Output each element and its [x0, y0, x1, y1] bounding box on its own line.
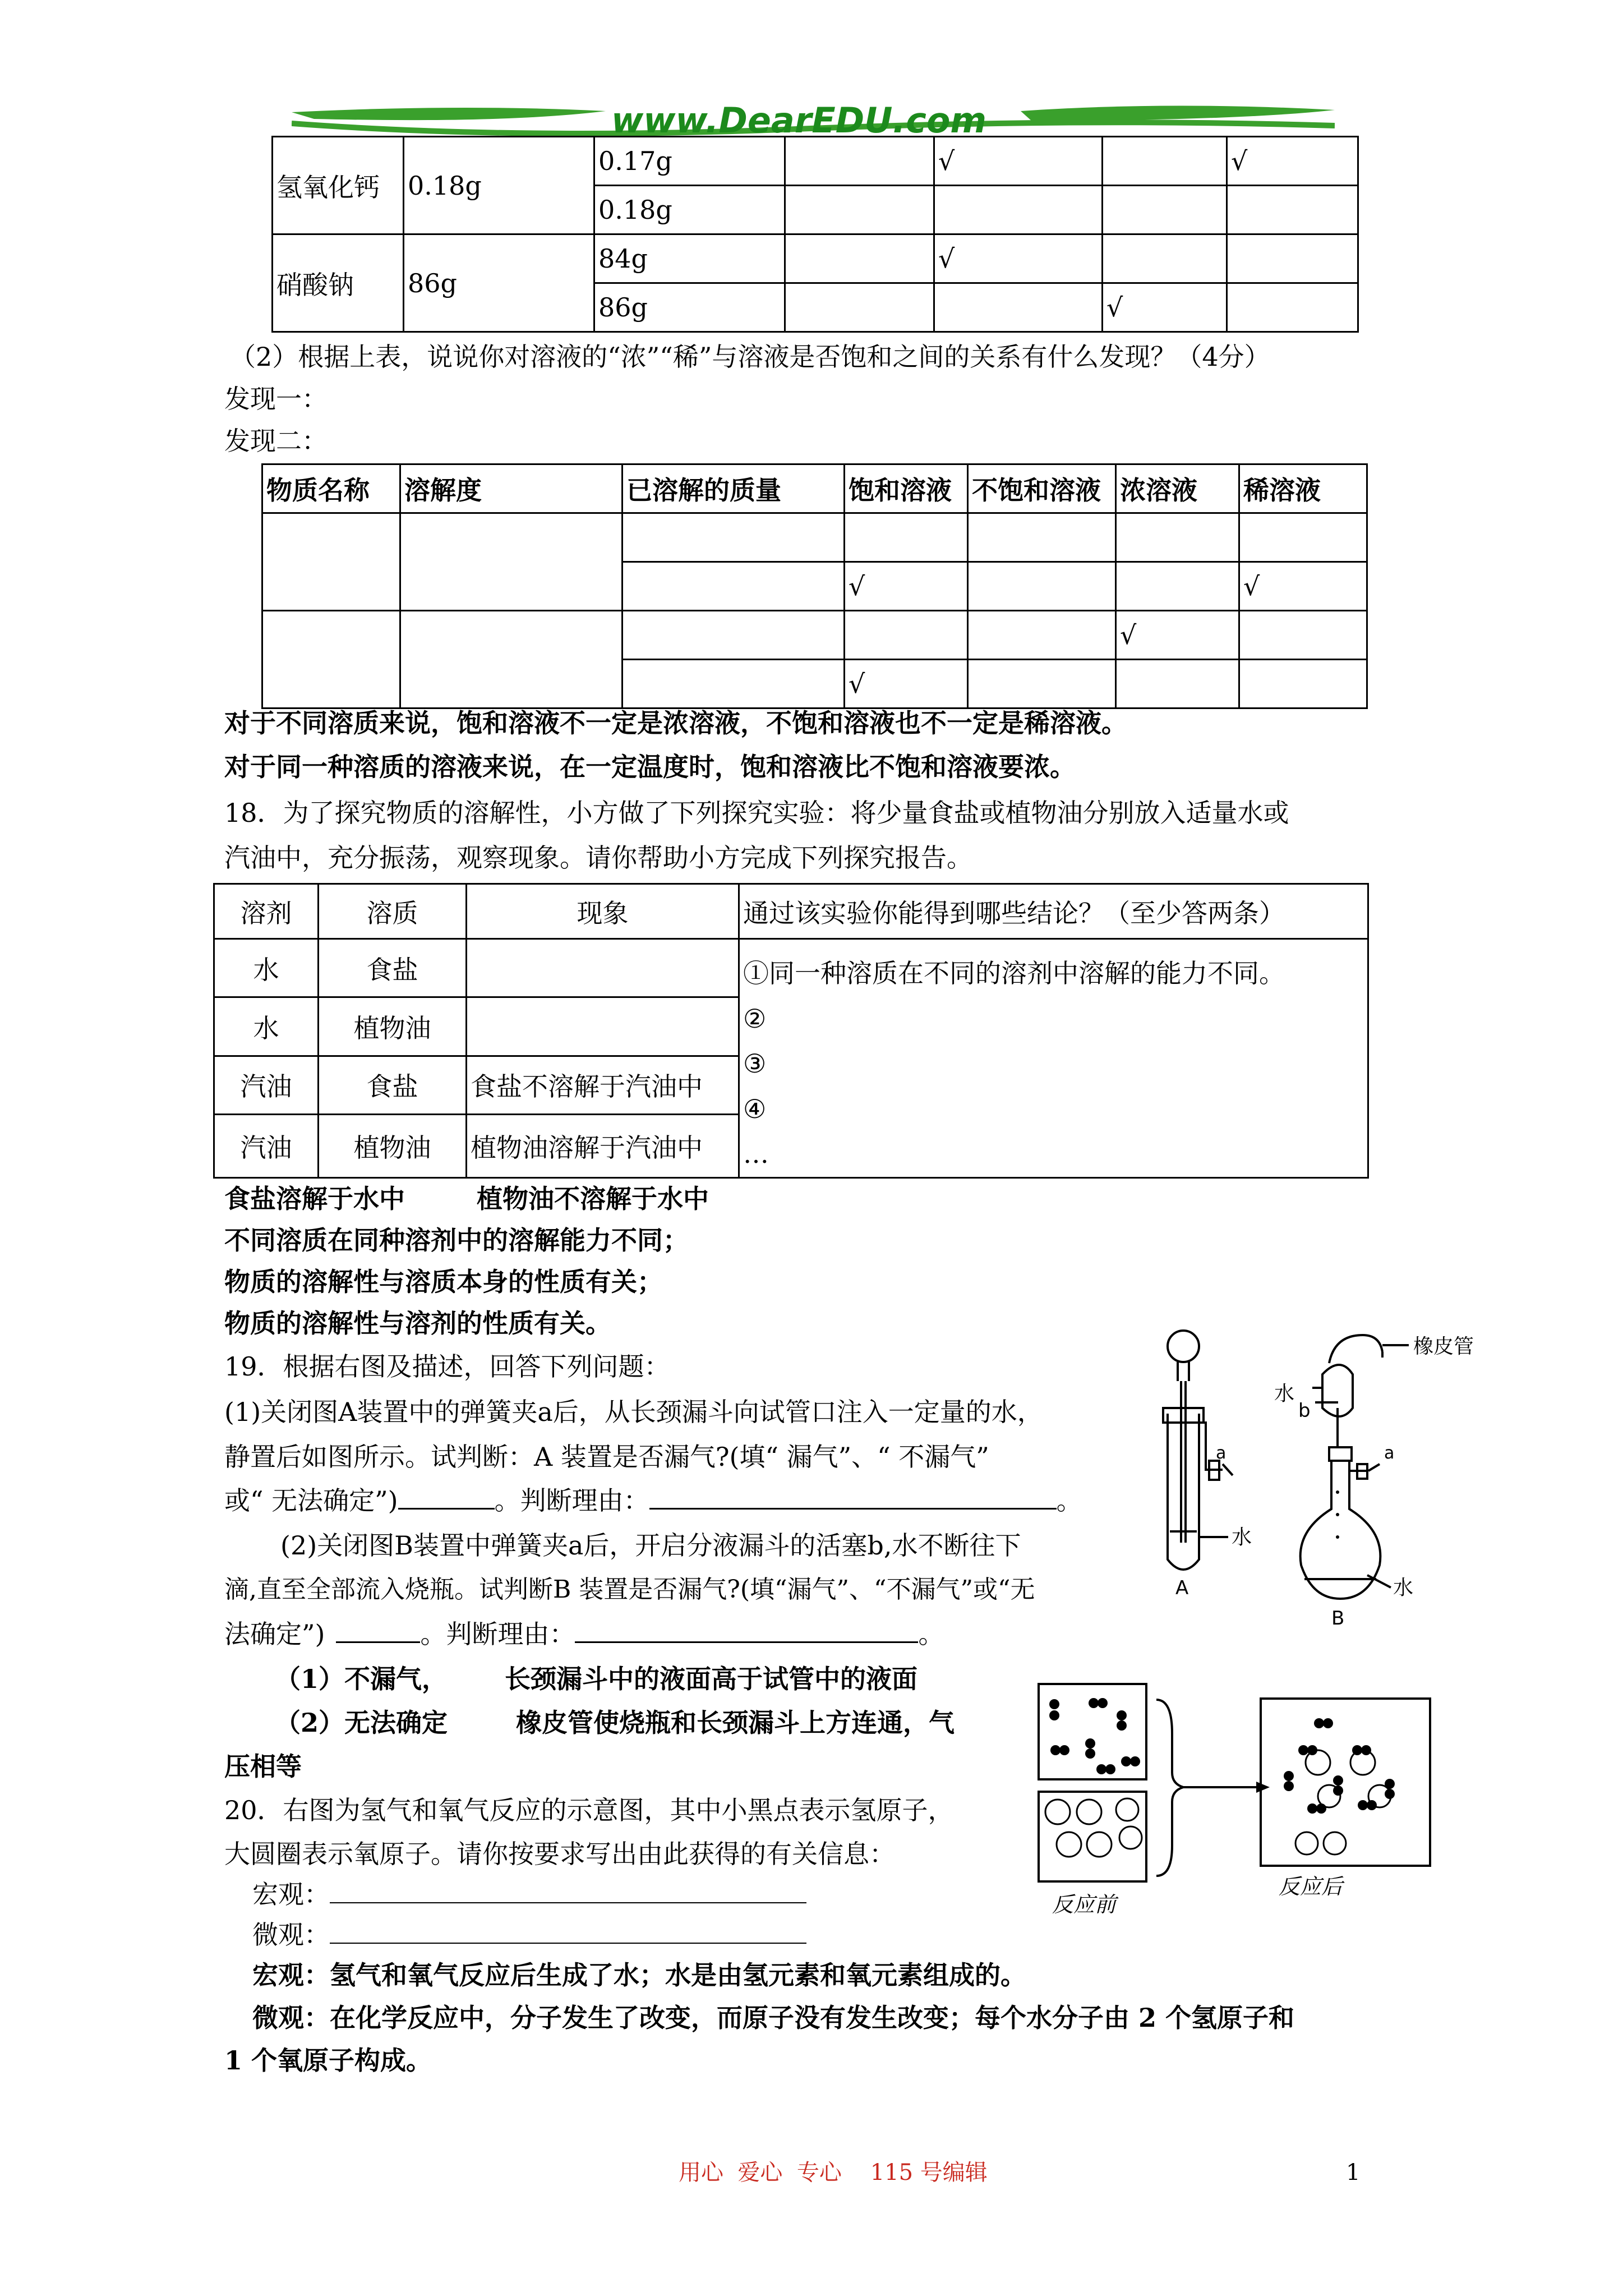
table1-cell: √ — [1103, 283, 1227, 332]
solution-table-1 — [271, 136, 1359, 333]
table1-cell — [785, 137, 934, 186]
table1-cell — [1227, 186, 1358, 234]
label-before: 反应前 — [1052, 1892, 1117, 1917]
q18-solute: 植物油 — [319, 997, 467, 1056]
q19-answer-blank-2[interactable] — [336, 1641, 420, 1643]
q18-answer-e: 物质的溶解性与溶剂的性质有关。 — [224, 1308, 611, 1338]
table1-name: 硝酸钠 — [273, 234, 404, 332]
q19-p2-l3 — [224, 1617, 944, 1651]
q19-p2-l1: (2)关闭图B装置中弹簧夹a后，开启分液漏斗的活塞b,水不断往下 — [280, 1530, 1021, 1561]
table2-cell — [623, 660, 845, 708]
q19-reason-blank-2[interactable] — [575, 1641, 918, 1643]
label-after: 反应后 — [1279, 1874, 1343, 1899]
solution-table-2 — [261, 463, 1368, 709]
q19-p2-l3-text: 。 — [918, 1619, 944, 1649]
table2-cell — [400, 513, 623, 611]
table1-dissolved: 0.17g — [594, 137, 785, 186]
q19-p2-l3-text: 。判断理由： — [420, 1619, 575, 1649]
q19-p1-l1: (1)关闭图A装置中的弹簧夹a后，从长颈漏斗向试管口注入一定量的水， — [224, 1397, 1043, 1427]
table1-dissolved: 84g — [594, 234, 785, 283]
table1-cell — [785, 234, 934, 283]
q18-conclusion: ③ — [743, 1048, 767, 1079]
label-water-b-top: 水 — [1274, 1382, 1295, 1405]
table1-cell — [785, 283, 934, 332]
q20-answer-micro-1: 微观：在化学反应中，分子发生了改变，而原子没有发生改变；每个水分子由 2 个氢原子和 — [252, 2003, 1295, 2033]
table2-cell — [262, 611, 400, 708]
table1-name: 氢氧化钙 — [273, 137, 404, 234]
table2-cell — [1239, 611, 1367, 660]
q20-answer-macro: 宏观：氢气和氧气反应后生成了水；水是由氢元素和氧元素组成的。 — [252, 1960, 1026, 1990]
table1-cell — [934, 186, 1103, 234]
table1-cell — [785, 186, 934, 234]
table2-cell: √ — [845, 660, 968, 708]
label-B: B — [1331, 1607, 1345, 1630]
q18-conclusions — [739, 939, 1368, 1178]
q18-header: 现象 — [467, 884, 739, 939]
label-rubber-tube: 橡皮管 — [1413, 1335, 1474, 1358]
q19-answer-blank-1[interactable] — [398, 1508, 495, 1510]
footer-text: 用心 爱心 专心 115 号编辑 — [679, 2160, 988, 2185]
q19-p1-l2: 静置后如图所示。试判断：A 装置是否漏气?(填“ 漏气”、“ 不漏气” — [224, 1442, 989, 1472]
q17-find2: 发现二： — [224, 426, 328, 456]
table1-cell: √ — [934, 137, 1103, 186]
site-title: www.DearEDU.com — [611, 100, 987, 141]
q18-header: 溶质 — [319, 884, 467, 939]
q17-answer-2: 对于同一种溶质的溶液来说，在一定温度时，饱和溶液比不饱和溶液要浓。 — [224, 752, 1076, 782]
q18-solvent: 水 — [214, 939, 319, 997]
q19-title: 19．根据右图及描述，回答下列问题： — [224, 1351, 670, 1382]
q18-conclusion: ①同一种溶质在不同的溶剂中溶解的能力不同。 — [743, 958, 1285, 988]
q19-p1-l3-text: 。 — [1056, 1485, 1082, 1516]
table1-dissolved: 86g — [594, 283, 785, 332]
page-number: 1 — [1346, 2160, 1361, 2185]
q20-line2: 大圆圈表示氧原子。请你按要求写出由此获得的有关信息： — [224, 1839, 895, 1869]
table2-cell — [623, 513, 845, 562]
q18-phenomenon: 食盐不溶解于汽油中 — [467, 1056, 739, 1114]
q19-answer-1a: （1）不漏气， — [275, 1664, 448, 1694]
table2-cell — [845, 513, 968, 562]
q19-p1-l3-text: 或“ 无法确定”) — [224, 1485, 398, 1516]
q19-p2-l2: 滴,直至全部流入烧瓶。试判断B 装置是否漏气?(填“漏气”、“不漏气”或“无 — [224, 1575, 1035, 1604]
q19-p2-l3-text: 法确定”) — [224, 1619, 325, 1649]
table2-cell — [968, 513, 1116, 562]
q18-header: 通过该实验你能得到哪些结论？（至少答两条） — [739, 884, 1368, 939]
q18-conclusion: ④ — [743, 1093, 767, 1124]
table2-cell: √ — [1116, 611, 1239, 660]
label-A: A — [1175, 1577, 1189, 1599]
table2-header: 物质名称 — [262, 464, 400, 513]
table2-header: 稀溶液 — [1239, 464, 1367, 513]
q19-answer-1b: 长颈漏斗中的液面高于试管中的液面 — [505, 1664, 917, 1694]
table1-cell — [1103, 186, 1227, 234]
table1-dissolved: 0.18g — [594, 186, 785, 234]
table1-cell — [934, 283, 1103, 332]
q18-conclusion: ② — [743, 1003, 767, 1034]
q18-table — [213, 883, 1369, 1179]
table1-cell: √ — [934, 234, 1103, 283]
q18-answer-d: 物质的溶解性与溶质本身的性质有关； — [224, 1267, 663, 1297]
q20-macro-blank[interactable] — [330, 1902, 806, 1903]
q18-phenomenon: 植物油溶解于汽油中 — [467, 1114, 739, 1177]
q20-micro-text: 微观： — [252, 1920, 330, 1950]
q18-conclusion: … — [743, 1139, 769, 1169]
table2-header: 溶解度 — [400, 464, 623, 513]
table2-cell — [623, 562, 845, 611]
q18-header: 溶剂 — [214, 884, 319, 939]
label-water-B: 水 — [1393, 1576, 1414, 1599]
table2-cell — [845, 611, 968, 660]
table2-cell — [1239, 513, 1367, 562]
q20-micro-blank[interactable] — [330, 1943, 806, 1944]
table2-cell: √ — [845, 562, 968, 611]
label-a-B: a — [1384, 1443, 1395, 1463]
q17-part2: （2）根据上表，说说你对溶液的“浓”“稀”与溶液是否饱和之间的关系有什么发现？（4分） — [230, 342, 1270, 372]
table2-cell: √ — [1239, 562, 1367, 611]
q20-line1: 20．右图为氢气和氧气反应的示意图，其中小黑点表示氢原子， — [224, 1795, 954, 1825]
q18-line1: 18．为了探究物质的溶解性，小方做了下列探究实验：将少量食盐或植物油分别放入适量水或 — [224, 798, 1289, 828]
q18-solvent: 水 — [214, 997, 319, 1056]
table2-cell — [623, 611, 845, 660]
table2-cell — [968, 611, 1116, 660]
q19-reason-blank-1[interactable] — [649, 1508, 1057, 1510]
q19-answer-2b: 橡皮管使烧瓶和长颈漏斗上方连通，气 — [516, 1708, 955, 1738]
table1-cell — [1103, 234, 1227, 283]
q17-find1: 发现一： — [224, 384, 328, 414]
q19-answer-2c: 压相等 — [224, 1751, 302, 1782]
table2-cell — [968, 660, 1116, 708]
table2-header: 浓溶液 — [1116, 464, 1239, 513]
reaction-figure — [1032, 1677, 1492, 1924]
q19-p1-l3 — [224, 1483, 1082, 1518]
apparatus-figure — [1144, 1324, 1481, 1638]
q18-phenomenon — [467, 997, 739, 1056]
q19-answer-2a: （2）无法确定 — [275, 1708, 448, 1738]
table1-solubility: 86g — [404, 234, 594, 332]
table1-solubility: 0.18g — [404, 137, 594, 234]
table2-cell — [1116, 513, 1239, 562]
q18-solvent: 汽油 — [214, 1056, 319, 1114]
q18-solute: 植物油 — [319, 1114, 467, 1177]
table2-cell — [400, 611, 623, 708]
q18-line2: 汽油中，充分振荡，观察现象。请你帮助小方完成下列探究报告。 — [224, 843, 972, 873]
table2-cell — [1116, 562, 1239, 611]
table2-header: 不饱和溶液 — [968, 464, 1116, 513]
table1-cell — [1227, 283, 1358, 332]
q20-macro-text: 宏观： — [252, 1879, 330, 1910]
q18-answer-a: 食盐溶解于水中 — [224, 1184, 405, 1214]
q18-phenomenon — [467, 939, 739, 997]
table1-cell: √ — [1227, 137, 1358, 186]
table1-cell — [1103, 137, 1227, 186]
q17-answer-1: 对于不同溶质来说，饱和溶液不一定是浓溶液，不饱和溶液也不一定是稀溶液。 — [224, 708, 1127, 738]
label-a-A: a — [1216, 1443, 1227, 1463]
q20-macro-label — [252, 1877, 806, 1912]
q20-answer-micro-2: 1 个氧原子构成。 — [224, 2045, 432, 2076]
label-water-A: 水 — [1232, 1526, 1252, 1549]
table2-cell — [968, 562, 1116, 611]
q18-solvent: 汽油 — [214, 1114, 319, 1177]
q19-p1-l3-text: 。判断理由： — [494, 1485, 649, 1516]
q18-answer-c: 不同溶质在同种溶剂中的溶解能力不同； — [224, 1225, 689, 1255]
label-b: b — [1298, 1400, 1311, 1422]
table2-header: 已溶解的质量 — [623, 464, 845, 513]
table2-cell — [1239, 660, 1367, 708]
q20-micro-label — [252, 1917, 806, 1952]
table2-header: 饱和溶液 — [845, 464, 968, 513]
table2-cell — [262, 513, 400, 611]
q18-solute: 食盐 — [319, 1056, 467, 1114]
q18-answer-b: 植物油不溶解于水中 — [477, 1184, 709, 1214]
table2-cell — [1116, 660, 1239, 708]
q18-solute: 食盐 — [319, 939, 467, 997]
table1-cell — [1227, 234, 1358, 283]
